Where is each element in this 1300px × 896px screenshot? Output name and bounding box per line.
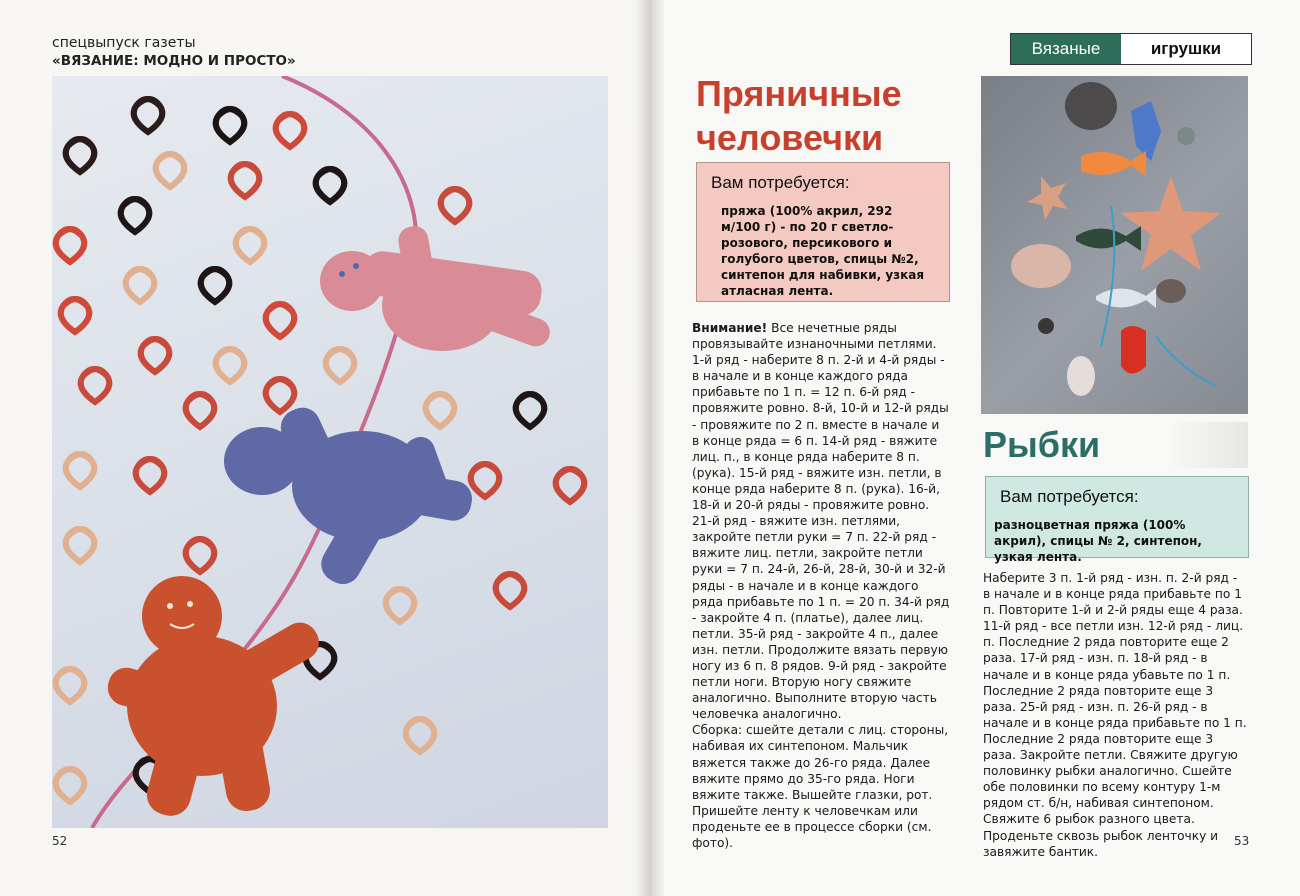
- small-starfish: [1027, 176, 1068, 220]
- dark-pebble: [1038, 318, 1054, 334]
- requirements-title: Вам потребуется:: [711, 173, 850, 192]
- badge-knitted: Вязаные: [1011, 34, 1121, 64]
- gingerbread-illustration: [52, 76, 608, 828]
- magazine-header: [52, 34, 296, 70]
- pattern-paragraph: 1-й ряд - наберите 8 п. 2-й и 4-й ряды - в начале и в конце каждого ряда прибавьте по 1 п. = 12 п. 6-й ряд - провяжите ровно. 8-й, 10-й и 12-й ряды - провяжите по 2 п. вместе в начале и в конце ряда = 6 п. 14-й ряд - вяжите лиц. п., в конце ряда наберите 8 п. (рука). 15-й ряд - вяжите изн. петли, в конце ряда наберите 8 п. (рука). 16-й, 18-й и 20-й ряды - провяжите ровно. 21-й ряд - вяжите изн. петлями, закройте петли руки = 7 п. 22-й ряд - вяжите лиц. петли, закройте петли руки = 7 п. 24-й, 26-й, 28-й, 30-й и 32-й ряды - в начале и в конце каждого ряда прибавьте по 1 п. = 20 п. 34-й ряд - закройте 4 п. (платье), далее лиц. петли. 35-й ряд - закройте 4 п., далее изн. петли. Продолжите вязать первую ногу из 6 п. 8 рядов. 9-й ряд - закройте петли ноги. Вторую ногу свяжите аналогично. Выполните вторую часть человечка аналогично.: [692, 353, 950, 722]
- gingerbread-title: [696, 72, 902, 160]
- requirements-body: пряжа (100% акрил, 292 м/100 г) - по 20 г светло-розового, персикового и голубого цветов, спицы №2, синтепон для набивки, узкая атласная лента.: [721, 204, 925, 298]
- fish-title: Рыбки: [983, 422, 1248, 468]
- spiky-shell: [1156, 279, 1186, 303]
- assembly-paragraph: Сборка: сшейте детали с лиц. стороны, набивая их синтепоном. Мальчик вяжется также до 26-го ряда. Далее вяжите прямо до 35-го ряда. Ноги вяжите также. Вышейте глазки, рот. Пришейте ленту к человечкам или проденьте ее в процессе сборки (см. фото).: [692, 723, 949, 850]
- white-fish: [1096, 288, 1156, 308]
- left-page: [0, 0, 648, 896]
- gingerbread-instructions: [692, 320, 950, 851]
- fish-illustration: [981, 76, 1248, 414]
- fish-requirements-body: разноцветная пряжа (100% акрил), спицы № 2, синтепон, узкая лента.: [994, 518, 1202, 564]
- badge-toys: игрушки: [1121, 34, 1251, 64]
- section-badge: [1010, 33, 1252, 65]
- gingerbread-photo: [52, 76, 608, 828]
- pebble: [1177, 127, 1195, 145]
- blue-knitted-man: [224, 402, 475, 591]
- attention-label: Внимание!: [692, 321, 768, 335]
- fish-photo: [981, 76, 1248, 414]
- gingerbread-title-line-1: Пряничные: [696, 73, 902, 114]
- pink-shell: [1011, 244, 1071, 288]
- red-fish: [1121, 326, 1146, 374]
- gingerbread-requirements-box: [696, 162, 950, 302]
- left-page-number: 52: [52, 834, 68, 848]
- spiral-shell: [1067, 356, 1095, 396]
- header-line-1: спецвыпуск газеты: [52, 35, 196, 51]
- dark-green-fish: [1076, 226, 1141, 251]
- header-line-2: «ВЯЗАНИЕ: МОДНО И ПРОСТО»: [52, 53, 296, 69]
- book-gutter: [636, 0, 664, 896]
- orange-fish: [1081, 151, 1146, 176]
- gingerbread-title-line-2: человечки: [696, 117, 884, 158]
- attention-text: Все нечетные ряды провязывайте изнаночными петлями.: [692, 321, 937, 352]
- starfish: [1121, 176, 1221, 271]
- attention-paragraph: [692, 320, 950, 352]
- shell: [1065, 82, 1117, 130]
- fish-instructions: Наберите 3 п. 1-й ряд - изн. п. 2-й ряд - в начале и в конце ряда прибавьте по 1 п. Повторите 1-й и 2-й ряды еще 4 раза. 11-й ряд - все петли изн. 12-й ряд - лиц. п. Последние 2 ряда повторите еще 2 раза. 17-й ряд - изн. п. 18-й ряд - в начале и в конце ряда убавьте по 1 п. Последние 2 ряда повторите еще 3 раза. 25-й ряд - изн. п. 26-й ряд - в начале и в конце ряда прибавьте по 1 п. Последние 2 ряда повторите еще 3 раза. Закройте петли. Свяжите другую половинку рыбки аналогично. Сшейте обе половинки по всему контуру 1-м рядом ст. б/н, набивая синтепоном. Свяжите 6 рыбок разного цвета. Проденьте сквозь рыбок ленточку и завяжите бантик.: [983, 571, 1247, 859]
- right-page-number: 53: [1234, 834, 1250, 848]
- fish-requirements-box: [985, 476, 1249, 564]
- fish-requirements-title: Вам потребуется:: [1000, 487, 1139, 506]
- pink-knitted-man: [320, 224, 554, 351]
